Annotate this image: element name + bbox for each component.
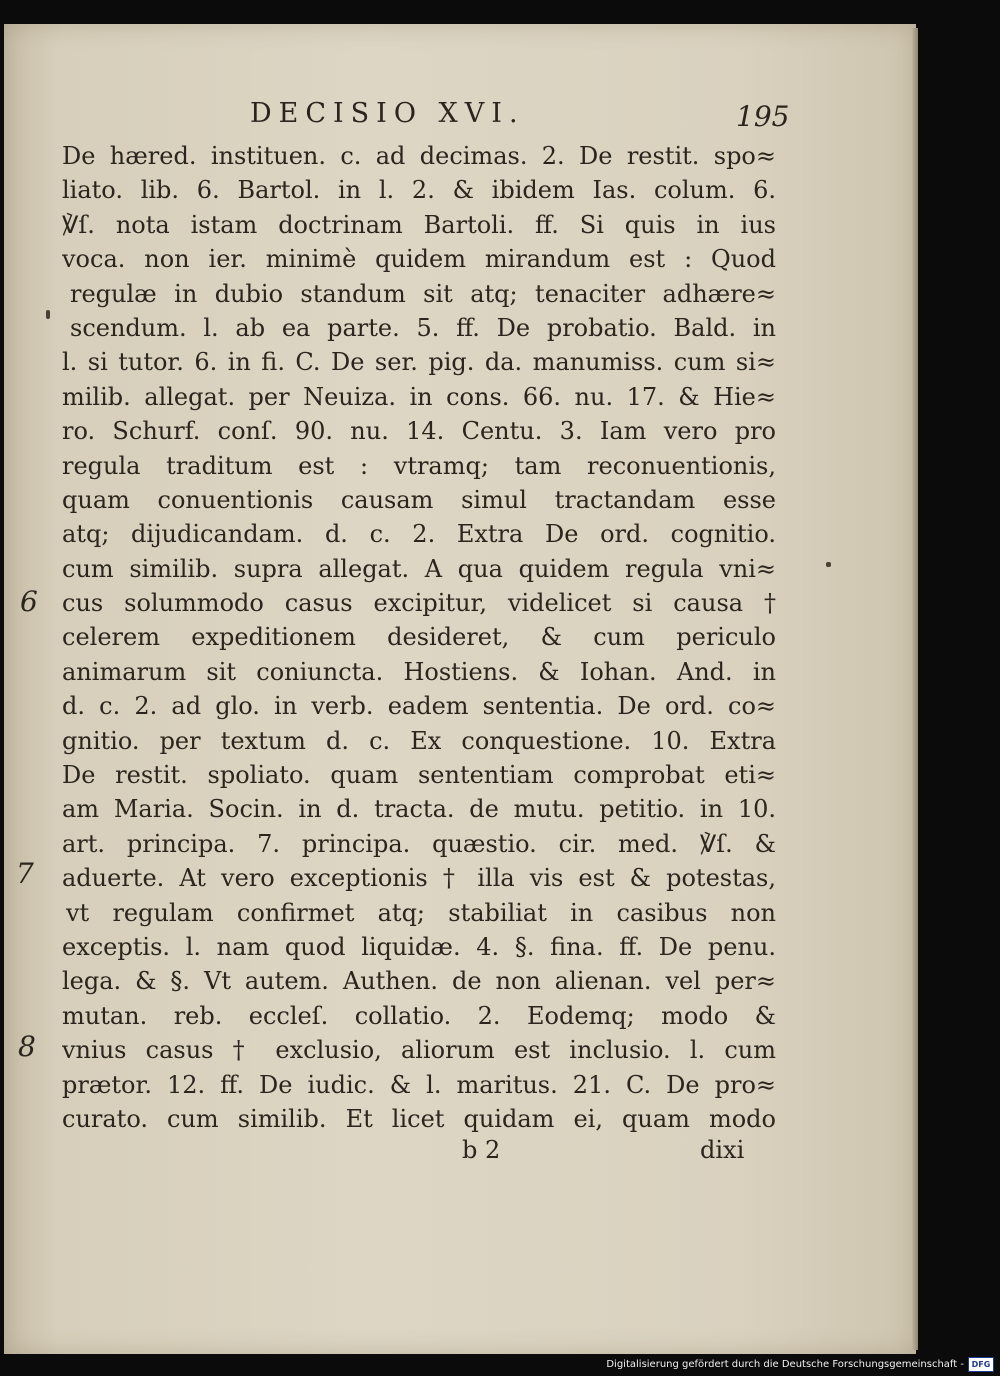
- running-head: DECISIO XVI.: [250, 98, 525, 129]
- text-line: am Maria. Socin. in d. tracta. de mutu. petitio. in 10.: [62, 795, 776, 824]
- catchword: dixi: [700, 1136, 745, 1164]
- text-line: l. si tutor. 6. in fi. C. De ser. pig. da. manumiss. cum si≈: [62, 348, 776, 377]
- text-line: art. principa. 7. principa. quæstio. cir. med. ℣ſ. &: [62, 829, 776, 858]
- credit-text: Digitalisierung gefördert durch die Deutsche Forschungsgemeinschaft -: [606, 1358, 964, 1370]
- text-line: voca. non ier. minimè quidem mirandum est : Quod: [62, 245, 776, 274]
- text-line: animarum sit coniuncta. Hostiens. & Iohan. And. in: [62, 657, 776, 686]
- text-line: liato. lib. 6. Bartol. in l. 2. & ibidem Ias. colum. 6.: [62, 176, 776, 205]
- text-line: curato. cum similib. Et licet quidam ei, quam modo: [62, 1104, 776, 1133]
- ink-speck: [826, 562, 831, 567]
- text-line: ℣ſ. nota istam doctrinam Bartoli. ff. Si quis in ius: [62, 210, 776, 239]
- text-line: mutan. reb. eccleſ. collatio. 2. Eodemq; modo &: [62, 1001, 776, 1030]
- text-line: ro. Schurf. conſ. 90. nu. 14. Centu. 3. Iam vero pro: [62, 417, 776, 446]
- margin-note-number: 6: [20, 585, 38, 618]
- text-line: milib. allegat. per Neuiza. in cons. 66. nu. 17. & Hie≈: [62, 382, 776, 411]
- text-line: lega. & §. Vt autem. Authen. de non alienan. vel per≈: [62, 967, 776, 996]
- text-line: atq; dijudicandam. d. c. 2. Extra De ord. cognitio.: [62, 520, 776, 549]
- margin-note-number: 8: [18, 1030, 36, 1063]
- margin-note-number: 7: [16, 857, 34, 890]
- text-line: vnius casus † exclusio, aliorum est inclusio. l. cum: [62, 1036, 776, 1065]
- text-line: cum similib. supra allegat. A qua quidem regula vni≈: [62, 554, 776, 583]
- text-line: De restit. spoliato. quam sententiam comprobat eti≈: [62, 761, 776, 790]
- text-line: scendum. l. ab ea parte. 5. ff. De probatio. Bald. in: [70, 313, 776, 342]
- page-edge: [912, 28, 918, 1350]
- text-line: regulæ in dubio standum sit atq; tenaciter adhære≈: [70, 279, 776, 308]
- text-line: De hæred. instituen. c. ad decimas. 2. De restit. spo≈: [62, 142, 776, 170]
- text-line: prætor. 12. ff. De iudic. & l. maritus. 21. C. De pro≈: [62, 1070, 776, 1099]
- text-line: celerem expeditionem desideret, & cum periculo: [62, 623, 776, 652]
- ink-speck: [46, 310, 50, 319]
- text-line: vt regulam confirmet atq; stabiliat in casibus non: [66, 898, 776, 927]
- body-text: [62, 139, 776, 1136]
- text-line: regula traditum est : vtramq; tam reconuentionis,: [62, 451, 776, 480]
- text-line: aduerte. At vero exceptionis † illa vis est & potestas,: [62, 864, 776, 893]
- digitization-credit: [606, 1355, 994, 1373]
- text-line: gnitio. per textum d. c. Ex conquestione. 10. Extra: [62, 726, 776, 755]
- text-line: quam conuentionis causam simul tractandam esse: [62, 485, 776, 514]
- text-line: exceptis. l. nam quod liquidæ. 4. §. fina. ff. De penu.: [62, 932, 776, 961]
- text-line: cus solummodo casus excipitur, videlicet si causa †: [62, 589, 776, 618]
- page-number: 195: [736, 100, 790, 133]
- signature-mark: b 2: [462, 1136, 501, 1164]
- dfg-logo-icon: DFG: [968, 1357, 994, 1372]
- text-line: d. c. 2. ad glo. in verb. eadem sententia. De ord. co≈: [62, 692, 776, 721]
